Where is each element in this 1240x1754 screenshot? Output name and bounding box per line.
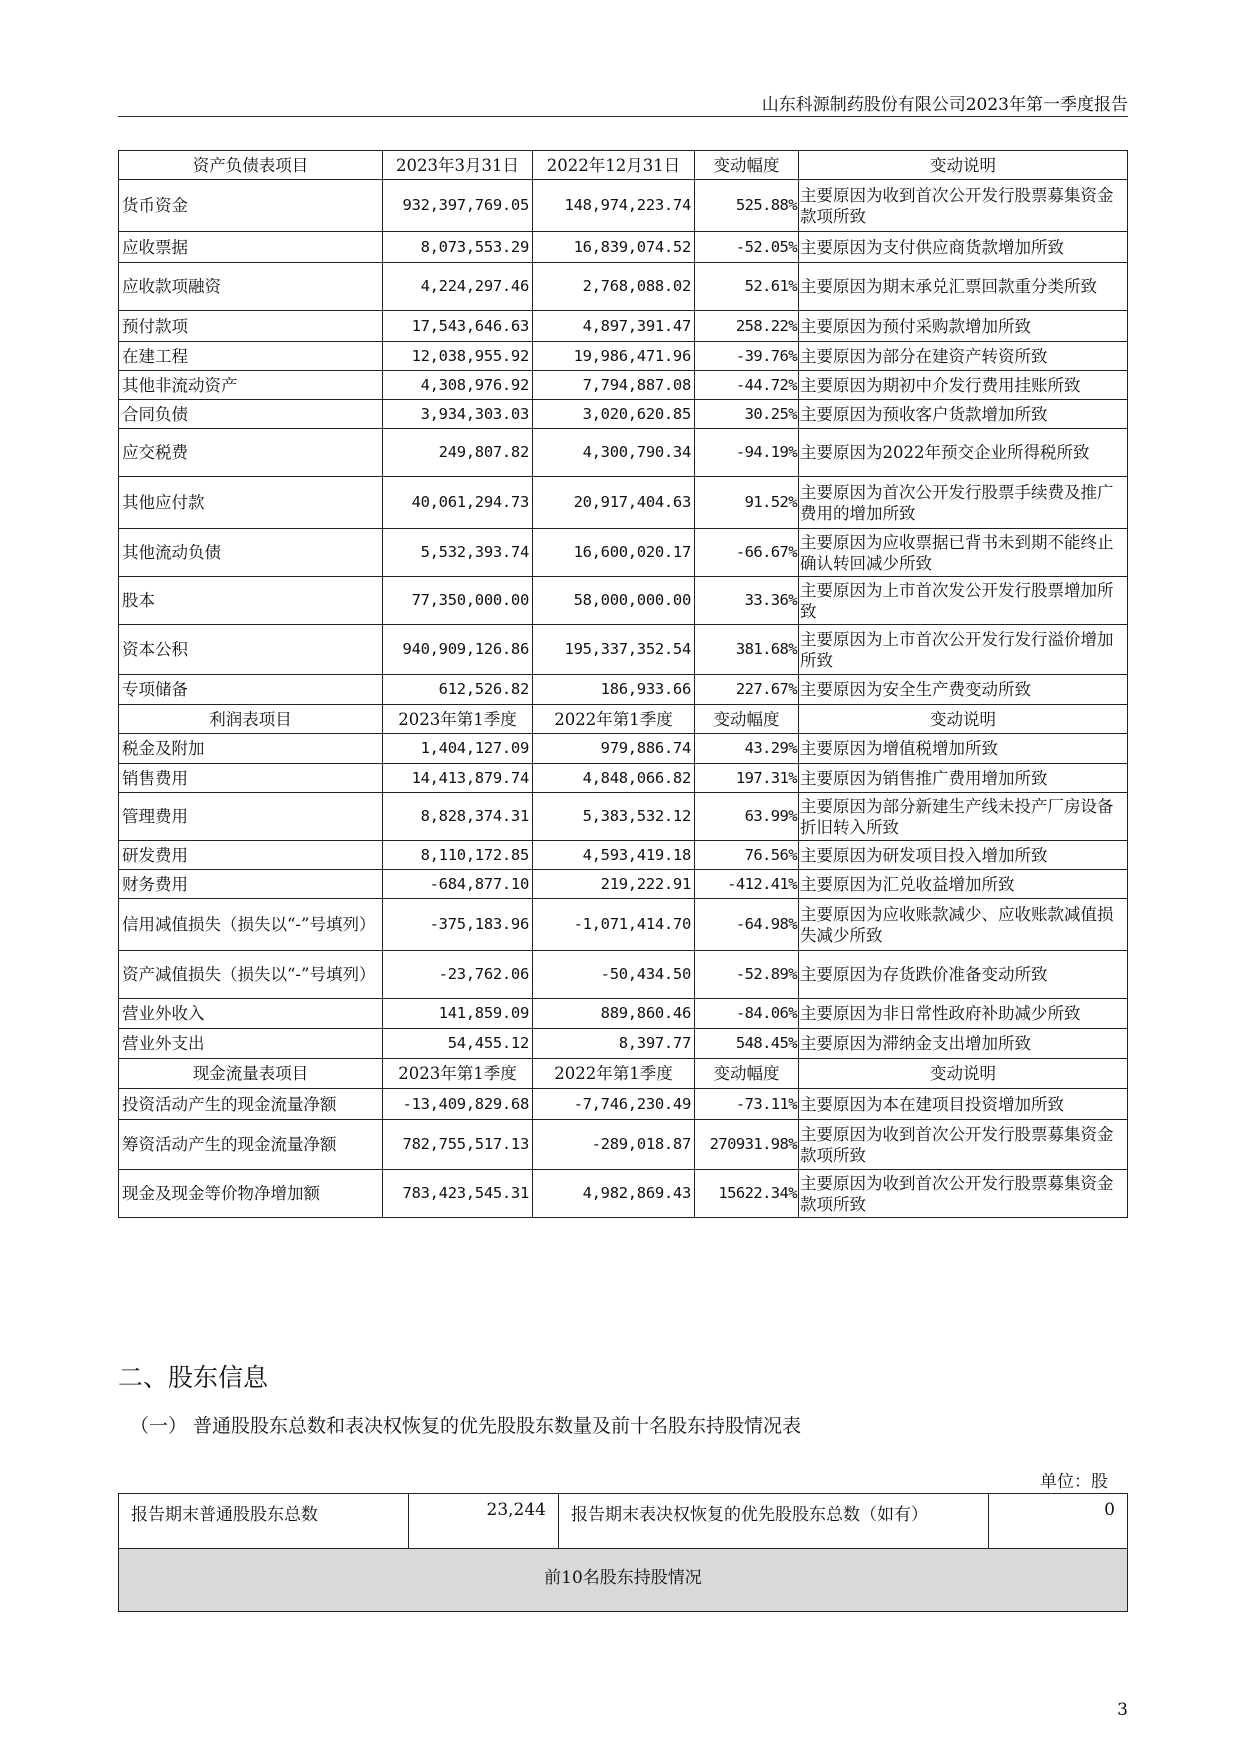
cell-current: -375,183.96 bbox=[383, 899, 533, 951]
cell-prior: 16,839,074.52 bbox=[533, 232, 695, 263]
cell-prior: 19,986,471.96 bbox=[533, 342, 695, 371]
cell-change: -66.67% bbox=[695, 529, 799, 577]
total-common-label: 报告期末普通股股东总数 bbox=[119, 1494, 409, 1549]
column-header: 现金流量表项目 bbox=[119, 1059, 383, 1089]
cell-item: 专项储备 bbox=[119, 675, 383, 705]
cell-change: 270931.98% bbox=[695, 1120, 799, 1170]
cell-prior: 4,848,066.82 bbox=[533, 764, 695, 793]
table-row bbox=[119, 263, 1128, 311]
report-header-title: 山东科源制药股份有限公司2023年第一季度报告 bbox=[761, 95, 1128, 115]
income-statement-header-row bbox=[119, 705, 1128, 734]
cell-note: 主要原因为上市首次发公开发行股票增加所致 bbox=[799, 577, 1128, 625]
table-row bbox=[119, 400, 1128, 429]
cell-note: 主要原因为应收票据已背书未到期不能终止确认转回减少所致 bbox=[799, 529, 1128, 577]
cell-current: 5,532,393.74 bbox=[383, 529, 533, 577]
table-row bbox=[119, 734, 1128, 764]
cell-current: 8,828,374.31 bbox=[383, 793, 533, 841]
cell-change: -52.05% bbox=[695, 232, 799, 263]
cell-item: 其他非流动资产 bbox=[119, 371, 383, 400]
column-header: 2023年第1季度 bbox=[383, 1059, 533, 1089]
cell-note: 主要原因为2022年预交企业所得税所致 bbox=[799, 429, 1128, 477]
cell-prior: 979,886.74 bbox=[533, 734, 695, 764]
cell-item: 预付款项 bbox=[119, 311, 383, 342]
cell-note: 主要原因为安全生产费变动所致 bbox=[799, 675, 1128, 705]
column-header: 资产负债表项目 bbox=[119, 151, 383, 180]
table-row bbox=[119, 951, 1128, 999]
cell-note: 主要原因为预付采购款增加所致 bbox=[799, 311, 1128, 342]
cell-current: 4,224,297.46 bbox=[383, 263, 533, 311]
cell-current: 4,308,976.92 bbox=[383, 371, 533, 400]
header-divider bbox=[118, 116, 1128, 117]
column-header: 2023年第1季度 bbox=[383, 705, 533, 734]
cell-prior: 4,982,869.43 bbox=[533, 1170, 695, 1218]
column-header: 2022年第1季度 bbox=[533, 705, 695, 734]
cell-prior: 4,593,419.18 bbox=[533, 841, 695, 870]
cell-change: -44.72% bbox=[695, 371, 799, 400]
cell-note: 主要原因为本在建项目投资增加所致 bbox=[799, 1089, 1128, 1120]
cell-item: 应收票据 bbox=[119, 232, 383, 263]
table-row bbox=[119, 477, 1128, 529]
table-row bbox=[119, 793, 1128, 841]
preferred-value: 0 bbox=[989, 1494, 1128, 1549]
cell-item: 投资活动产生的现金流量净额 bbox=[119, 1089, 383, 1120]
cell-change: 76.56% bbox=[695, 841, 799, 870]
cell-note: 主要原因为汇兑收益增加所致 bbox=[799, 870, 1128, 899]
cell-prior: 186,933.66 bbox=[533, 675, 695, 705]
cell-note: 主要原因为预收客户货款增加所致 bbox=[799, 400, 1128, 429]
cell-item: 研发费用 bbox=[119, 841, 383, 870]
cell-current: 612,526.82 bbox=[383, 675, 533, 705]
table-row bbox=[119, 1120, 1128, 1170]
cell-current: 141,859.09 bbox=[383, 999, 533, 1029]
cell-item: 其他流动负债 bbox=[119, 529, 383, 577]
cell-item: 营业外收入 bbox=[119, 999, 383, 1029]
cell-item: 合同负债 bbox=[119, 400, 383, 429]
page-number: 3 bbox=[1117, 1700, 1128, 1720]
cell-note: 主要原因为部分新建生产线未投产厂房设备折旧转入所致 bbox=[799, 793, 1128, 841]
cell-prior: 8,397.77 bbox=[533, 1029, 695, 1059]
column-header: 变动幅度 bbox=[695, 705, 799, 734]
cell-current: 12,038,955.92 bbox=[383, 342, 533, 371]
cell-change: 63.99% bbox=[695, 793, 799, 841]
cell-current: 940,909,126.86 bbox=[383, 625, 533, 675]
cell-item: 资本公积 bbox=[119, 625, 383, 675]
column-header: 变动说明 bbox=[799, 705, 1128, 734]
cell-note: 主要原因为支付供应商货款增加所致 bbox=[799, 232, 1128, 263]
cell-change: 525.88% bbox=[695, 180, 799, 232]
cell-item: 货币资金 bbox=[119, 180, 383, 232]
cell-item: 股本 bbox=[119, 577, 383, 625]
preferred-label: 报告期末表决权恢复的优先股股东总数（如有） bbox=[559, 1494, 989, 1549]
cell-prior: 7,794,887.08 bbox=[533, 371, 695, 400]
table-row bbox=[119, 625, 1128, 675]
top10-label: 前10名股东持股情况 bbox=[119, 1549, 1128, 1612]
cell-note: 主要原因为收到首次公开发行股票募集资金款项所致 bbox=[799, 1120, 1128, 1170]
shareholder-count-row bbox=[119, 1494, 1128, 1549]
cell-change: -73.11% bbox=[695, 1089, 799, 1120]
cell-note: 主要原因为收到首次公开发行股票募集资金款项所致 bbox=[799, 1170, 1128, 1218]
cell-note: 主要原因为研发项目投入增加所致 bbox=[799, 841, 1128, 870]
cell-prior: 5,383,532.12 bbox=[533, 793, 695, 841]
cell-change: -64.98% bbox=[695, 899, 799, 951]
cell-change: 52.61% bbox=[695, 263, 799, 311]
cell-item: 财务费用 bbox=[119, 870, 383, 899]
top10-header-row bbox=[119, 1549, 1128, 1612]
table-row bbox=[119, 371, 1128, 400]
column-header: 变动幅度 bbox=[695, 151, 799, 180]
cell-current: 782,755,517.13 bbox=[383, 1120, 533, 1170]
cell-prior: 4,897,391.47 bbox=[533, 311, 695, 342]
cell-note: 主要原因为收到首次公开发行股票募集资金款项所致 bbox=[799, 180, 1128, 232]
cell-note: 主要原因为存货跌价准备变动所致 bbox=[799, 951, 1128, 999]
cell-change: 227.67% bbox=[695, 675, 799, 705]
column-header: 变动说明 bbox=[799, 151, 1128, 180]
cell-item: 其他应付款 bbox=[119, 477, 383, 529]
cell-item: 应收款项融资 bbox=[119, 263, 383, 311]
column-header: 变动说明 bbox=[799, 1059, 1128, 1089]
cell-change: -94.19% bbox=[695, 429, 799, 477]
cell-change: 33.36% bbox=[695, 577, 799, 625]
cell-change: 30.25% bbox=[695, 400, 799, 429]
table-row bbox=[119, 180, 1128, 232]
cell-prior: -50,434.50 bbox=[533, 951, 695, 999]
subsection-title: （一） 普通股股东总数和表决权恢复的优先股股东数量及前十名股东持股情况表 bbox=[130, 1415, 802, 1437]
cell-item: 信用减值损失（损失以“-”号填列） bbox=[119, 899, 383, 951]
column-header: 2022年12月31日 bbox=[533, 151, 695, 180]
cell-change: 43.29% bbox=[695, 734, 799, 764]
table-row bbox=[119, 675, 1128, 705]
cell-current: 249,807.82 bbox=[383, 429, 533, 477]
cell-note: 主要原因为上市首次公开发行发行溢价增加所致 bbox=[799, 625, 1128, 675]
cell-note: 主要原因为增值税增加所致 bbox=[799, 734, 1128, 764]
column-header: 2022年第1季度 bbox=[533, 1059, 695, 1089]
cell-change: -39.76% bbox=[695, 342, 799, 371]
cell-current: -23,762.06 bbox=[383, 951, 533, 999]
cell-change: 91.52% bbox=[695, 477, 799, 529]
cell-prior: 58,000,000.00 bbox=[533, 577, 695, 625]
table-row bbox=[119, 841, 1128, 870]
cell-prior: 889,860.46 bbox=[533, 999, 695, 1029]
cell-prior: 219,222.91 bbox=[533, 870, 695, 899]
cell-item: 筹资活动产生的现金流量净额 bbox=[119, 1120, 383, 1170]
table-row bbox=[119, 1170, 1128, 1218]
cell-change: 548.45% bbox=[695, 1029, 799, 1059]
cell-prior: 4,300,790.34 bbox=[533, 429, 695, 477]
cell-note: 主要原因为销售推广费用增加所致 bbox=[799, 764, 1128, 793]
cell-prior: 3,020,620.85 bbox=[533, 400, 695, 429]
cell-current: 40,061,294.73 bbox=[383, 477, 533, 529]
unit-label: 单位：股 bbox=[1040, 1472, 1108, 1492]
cell-prior: 148,974,223.74 bbox=[533, 180, 695, 232]
cell-prior: 195,337,352.54 bbox=[533, 625, 695, 675]
cell-change: -412.41% bbox=[695, 870, 799, 899]
table-row bbox=[119, 1029, 1128, 1059]
cell-current: 1,404,127.09 bbox=[383, 734, 533, 764]
column-header: 变动幅度 bbox=[695, 1059, 799, 1089]
table-row bbox=[119, 577, 1128, 625]
column-header: 利润表项目 bbox=[119, 705, 383, 734]
cell-current: 17,543,646.63 bbox=[383, 311, 533, 342]
financial-changes-table bbox=[118, 150, 1128, 1218]
table-row bbox=[119, 232, 1128, 263]
cell-prior: 16,600,020.17 bbox=[533, 529, 695, 577]
column-header: 2023年3月31日 bbox=[383, 151, 533, 180]
table-row bbox=[119, 1089, 1128, 1120]
cell-item: 营业外支出 bbox=[119, 1029, 383, 1059]
table-row bbox=[119, 764, 1128, 793]
cell-note: 主要原因为应收账款减少、应收账款减值损失减少所致 bbox=[799, 899, 1128, 951]
cell-prior: -7,746,230.49 bbox=[533, 1089, 695, 1120]
cell-prior: -289,018.87 bbox=[533, 1120, 695, 1170]
cell-note: 主要原因为期末承兑汇票回款重分类所致 bbox=[799, 263, 1128, 311]
cell-change: 197.31% bbox=[695, 764, 799, 793]
table-row bbox=[119, 529, 1128, 577]
shareholder-summary-table bbox=[118, 1493, 1128, 1612]
cell-note: 主要原因为首次公开发行股票手续费及推广费用的增加所致 bbox=[799, 477, 1128, 529]
cell-item: 现金及现金等价物净增加额 bbox=[119, 1170, 383, 1218]
cell-current: 8,110,172.85 bbox=[383, 841, 533, 870]
cell-change: 15622.34% bbox=[695, 1170, 799, 1218]
cell-current: 77,350,000.00 bbox=[383, 577, 533, 625]
table-row bbox=[119, 429, 1128, 477]
table-row bbox=[119, 870, 1128, 899]
cell-current: 14,413,879.74 bbox=[383, 764, 533, 793]
table-row bbox=[119, 342, 1128, 371]
cell-current: 932,397,769.05 bbox=[383, 180, 533, 232]
cell-item: 税金及附加 bbox=[119, 734, 383, 764]
cell-item: 资产减值损失（损失以“-”号填列） bbox=[119, 951, 383, 999]
cell-note: 主要原因为滞纳金支出增加所致 bbox=[799, 1029, 1128, 1059]
cell-current: 3,934,303.03 bbox=[383, 400, 533, 429]
total-common-value: 23,244 bbox=[409, 1494, 559, 1549]
cell-item: 在建工程 bbox=[119, 342, 383, 371]
table-row bbox=[119, 899, 1128, 951]
cell-prior: 20,917,404.63 bbox=[533, 477, 695, 529]
cell-current: 8,073,553.29 bbox=[383, 232, 533, 263]
cell-item: 销售费用 bbox=[119, 764, 383, 793]
cell-item: 应交税费 bbox=[119, 429, 383, 477]
cell-change: 381.68% bbox=[695, 625, 799, 675]
cell-change: -84.06% bbox=[695, 999, 799, 1029]
cell-prior: 2,768,088.02 bbox=[533, 263, 695, 311]
cell-current: 54,455.12 bbox=[383, 1029, 533, 1059]
cell-prior: -1,071,414.70 bbox=[533, 899, 695, 951]
table-row bbox=[119, 999, 1128, 1029]
cell-note: 主要原因为部分在建资产转资所致 bbox=[799, 342, 1128, 371]
cell-current: -684,877.10 bbox=[383, 870, 533, 899]
cell-current: -13,409,829.68 bbox=[383, 1089, 533, 1120]
cell-current: 783,423,545.31 bbox=[383, 1170, 533, 1218]
cell-note: 主要原因为非日常性政府补助减少所致 bbox=[799, 999, 1128, 1029]
cell-change: -52.89% bbox=[695, 951, 799, 999]
cash-flow-header-row bbox=[119, 1059, 1128, 1089]
cell-item: 管理费用 bbox=[119, 793, 383, 841]
cell-change: 258.22% bbox=[695, 311, 799, 342]
section-title-shareholder-info: 二、股东信息 bbox=[118, 1363, 269, 1392]
table-row bbox=[119, 311, 1128, 342]
balance-sheet-header-row bbox=[119, 151, 1128, 180]
cell-note: 主要原因为期初中介发行费用挂账所致 bbox=[799, 371, 1128, 400]
